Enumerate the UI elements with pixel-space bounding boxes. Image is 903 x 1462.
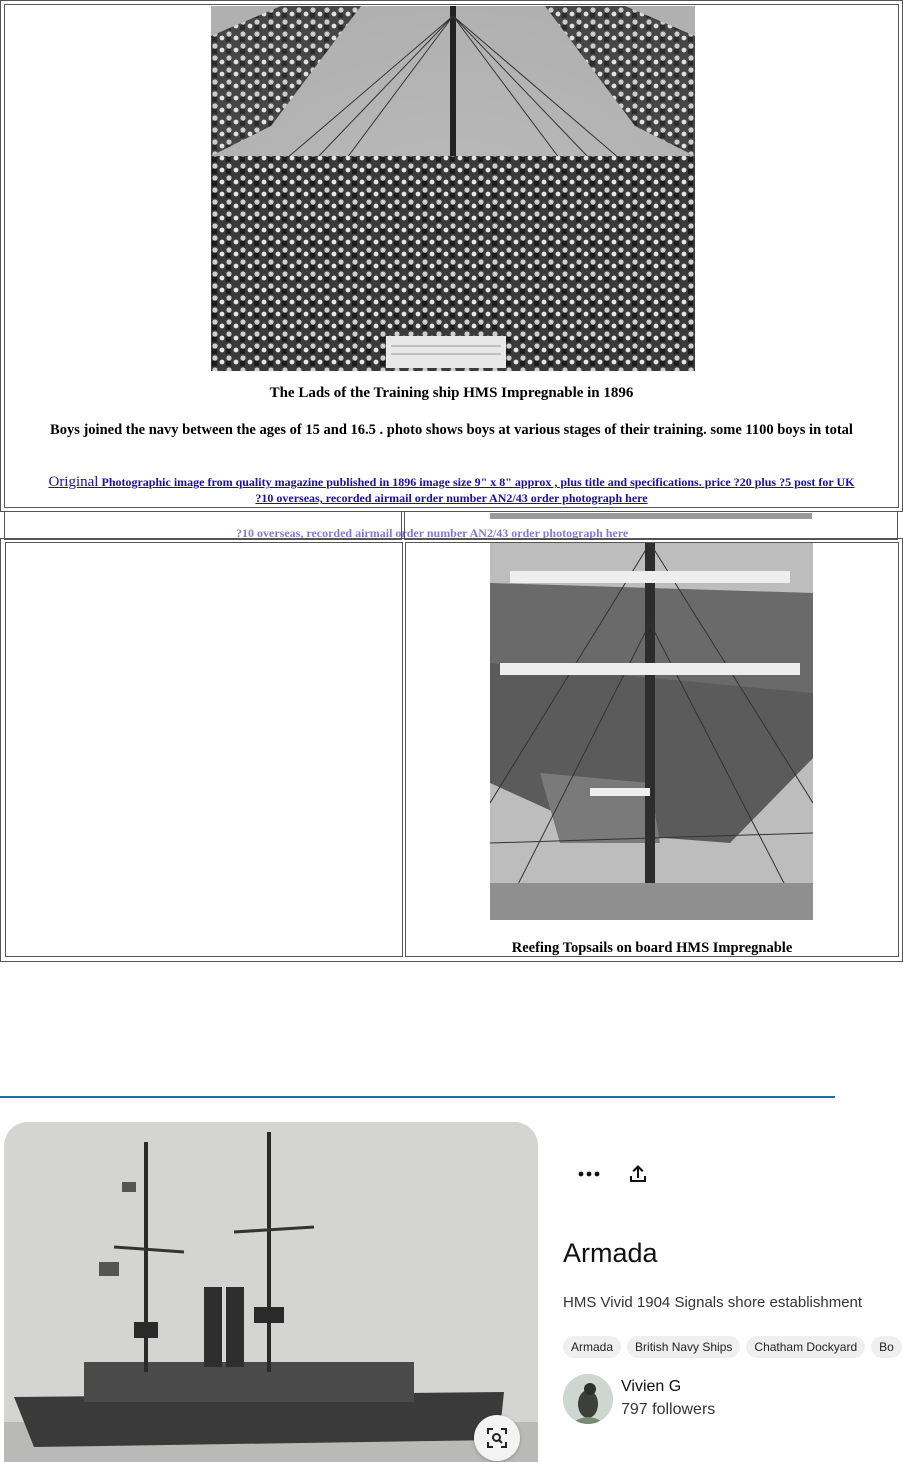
tag-chip[interactable]: British Navy Ships [627,1336,740,1358]
tag-chip[interactable]: Bo [871,1336,902,1358]
topsails-caption: Reefing Topsails on board HMS Impregnable [511,940,793,956]
tag-chip[interactable]: Chatham Dockyard [746,1336,865,1358]
more-options-button[interactable] [576,1164,602,1184]
visual-search-button[interactable] [474,1415,520,1461]
top-photo-cell [4,4,899,508]
empty-left-cell [5,542,403,957]
overlap-link-text: ?10 overseas, recorded airmail order number AN2/43 order photograph here [236,526,629,540]
pin-image[interactable] [4,1122,538,1462]
more-icon [576,1164,602,1184]
visual-search-icon [486,1427,508,1449]
avatar[interactable] [563,1374,613,1424]
share-button[interactable] [626,1162,650,1186]
photo-title: The Lads of the Training ship HMS Impregnable in 1896 [269,385,634,401]
overlap-row [0,512,903,540]
topsail-photo-cell [405,542,899,957]
training-ship-crew-photo [211,6,695,371]
order-link-line2[interactable]: ?10 overseas, recorded airmail order number AN2/43 order photograph here [255,491,648,505]
share-icon [626,1162,650,1186]
second-photo-table [0,538,903,962]
tag-chip[interactable]: Armada [563,1336,621,1358]
order-link-lead[interactable]: Original [48,474,99,490]
order-photograph-link[interactable] [9,474,894,506]
order-link-line1[interactable]: Photographic image from quality magazine published in 1896 image size 9" x 8" approx , plus title and specifications. price ?20 plus ?5 post for UK [98,475,855,489]
tag-list [563,1336,902,1358]
pin-description: HMS Vivid 1904 Signals shore establishment [563,1294,863,1311]
photo-description: Boys joined the navy between the ages of 15 and 16.5 . photo shows boys at various stages of their training. some 1100 boys in total [50,422,853,438]
user-followers: 797 followers [621,1401,716,1418]
pin-title: Armada [563,1238,658,1268]
reefing-topsails-photo [490,543,813,920]
top-photo-table [0,0,903,512]
user-name[interactable]: Vivien G [621,1378,682,1395]
overlap-image-strip [490,513,812,519]
section-divider [0,1096,835,1098]
